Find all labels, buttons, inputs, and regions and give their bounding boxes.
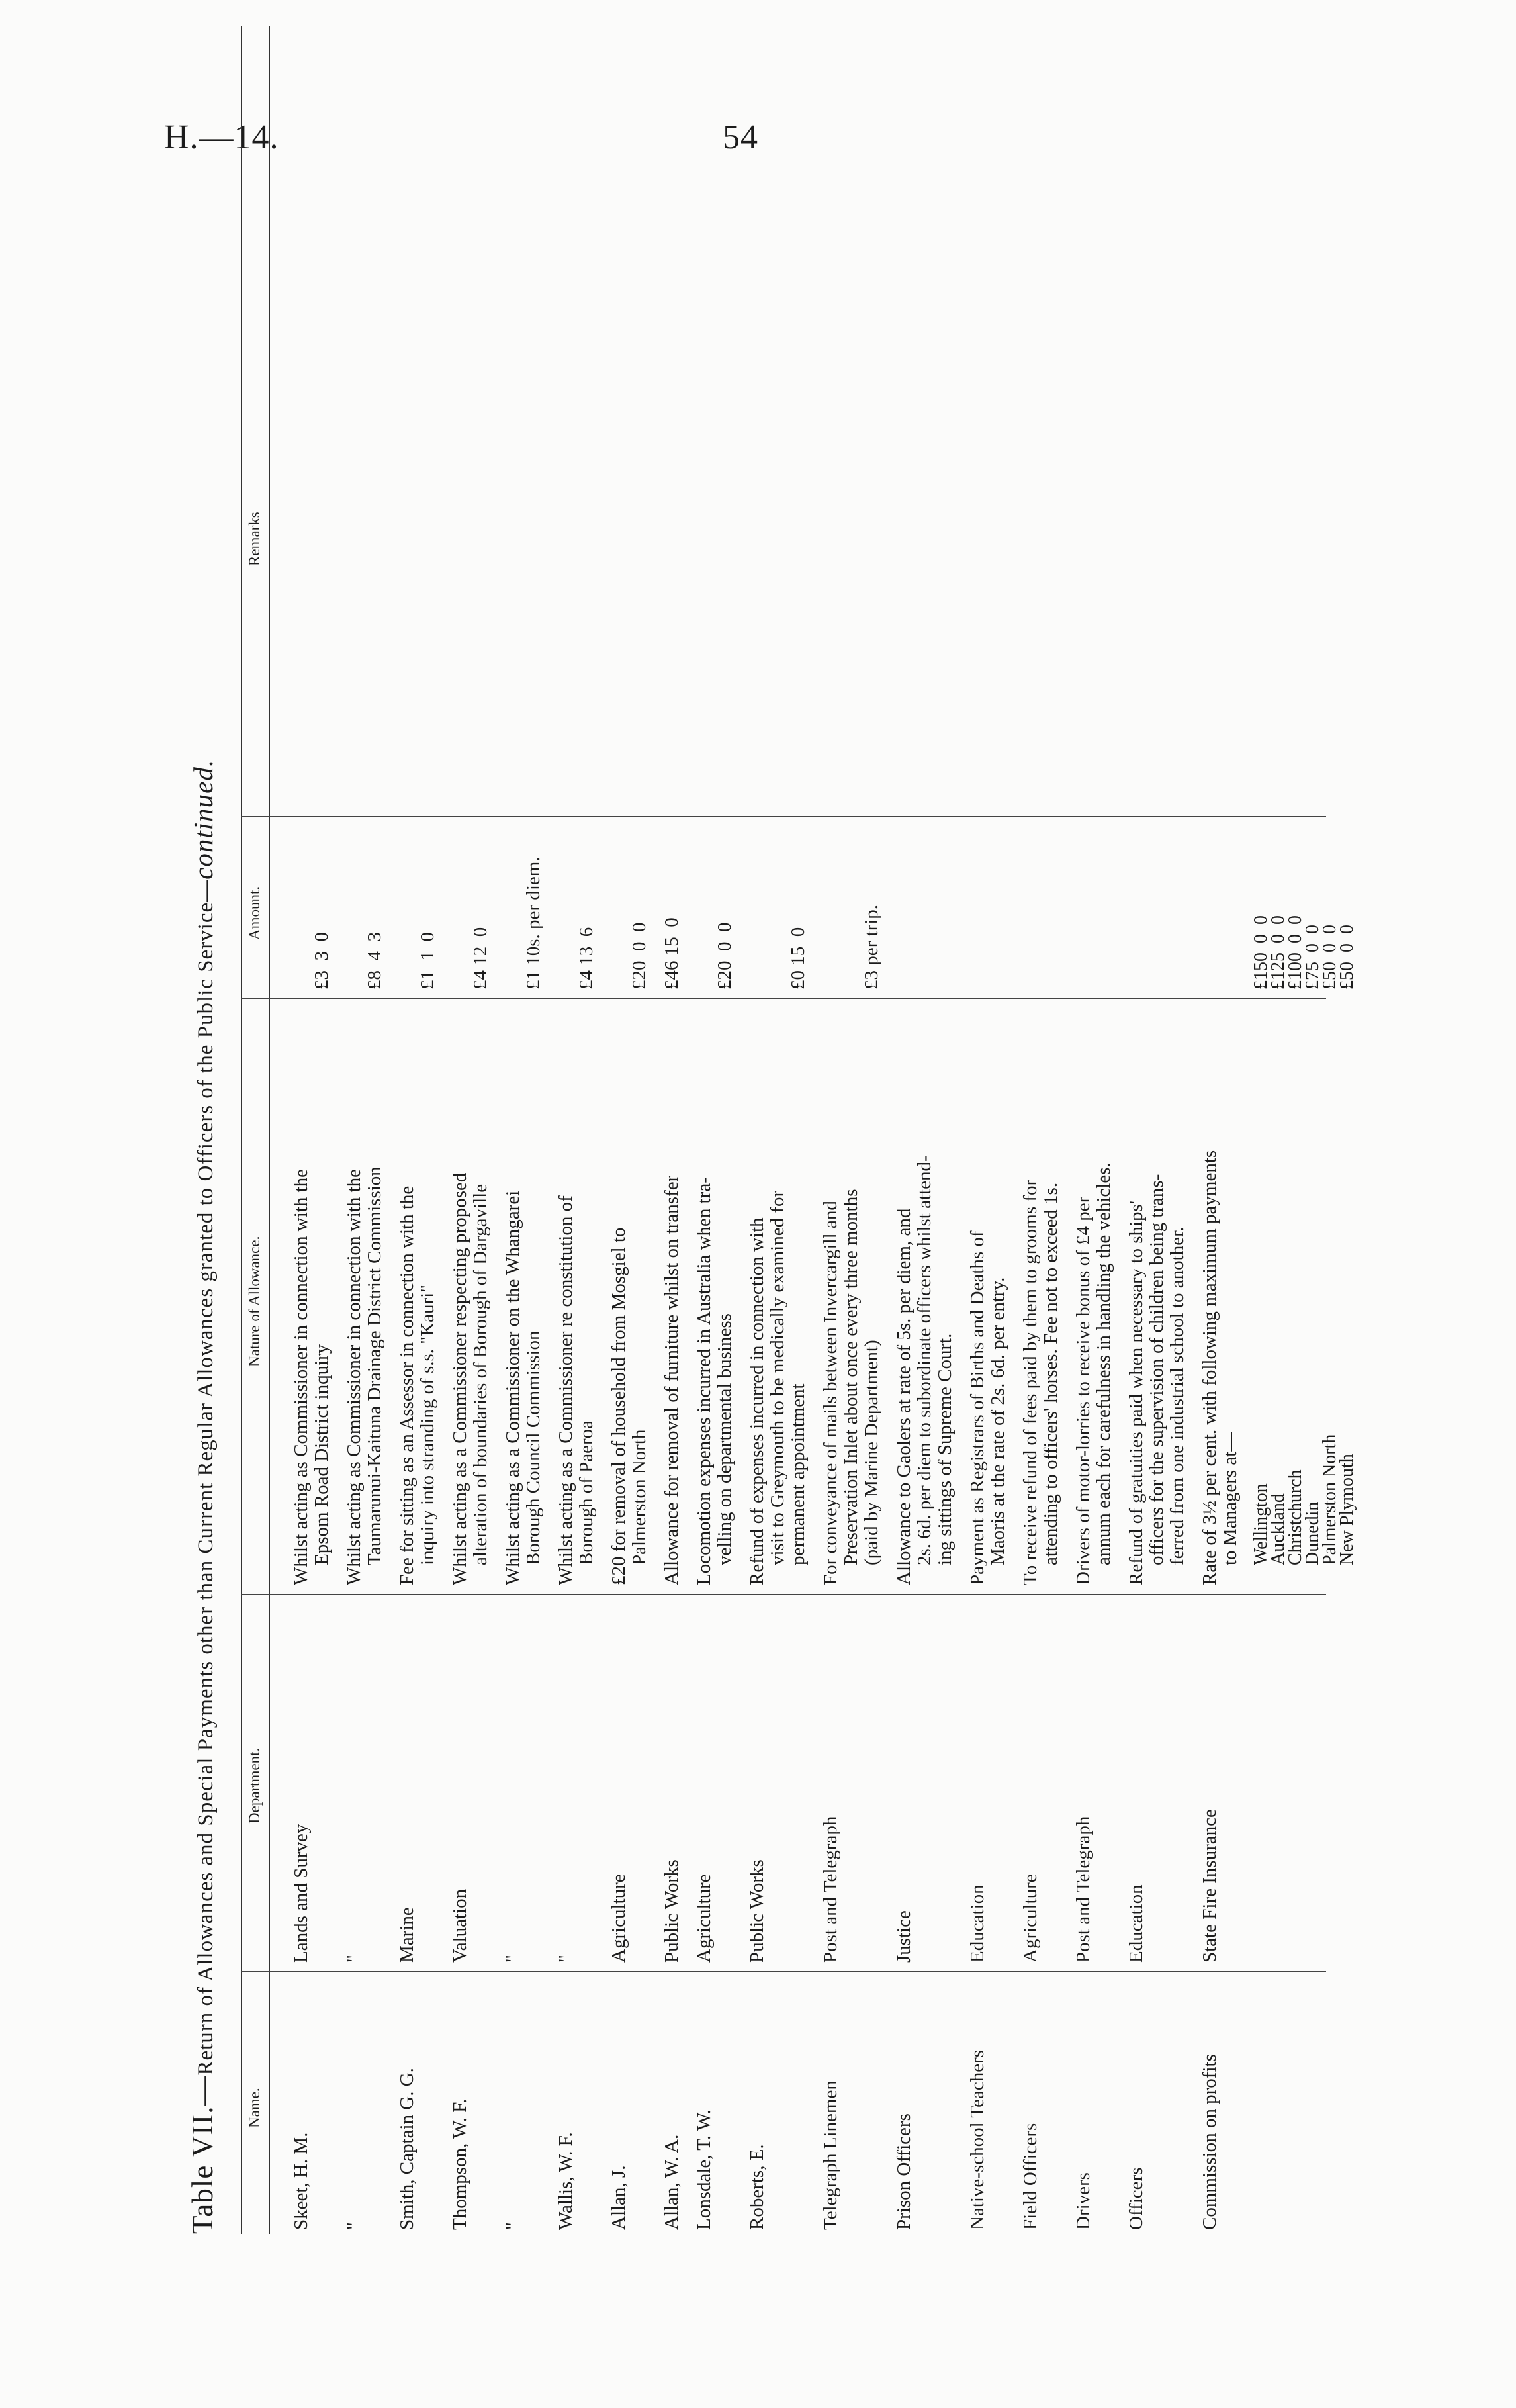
row-nature bbox=[344, 1009, 385, 1585]
row-amount: £46 15 0 bbox=[661, 917, 682, 990]
row-amount: £1 1 0 bbox=[417, 932, 438, 990]
column-headers bbox=[241, 26, 270, 2234]
row-name: Lonsdale, T. W. bbox=[693, 2109, 715, 2230]
row-name: Smith, Captain G. G. bbox=[396, 2068, 418, 2230]
page-header-left: H.—14. bbox=[164, 118, 279, 156]
row-nature-line: Payment as Registrars of Births and Deaths of bbox=[967, 1230, 988, 1585]
rotated-table bbox=[185, 26, 1357, 2234]
manager-place: Wellington bbox=[1251, 1483, 1271, 1565]
row-department: Marine bbox=[396, 1907, 418, 1963]
row-amount: £0 15 0 bbox=[787, 927, 809, 990]
row-nature-line: annum each for carefulness in handling the vehicles. bbox=[1093, 1162, 1114, 1565]
row-name: " bbox=[502, 2222, 523, 2230]
table-row bbox=[1073, 26, 1126, 2234]
row-nature-line: Allowance to Gaolers at rate of 5s. per diem, and bbox=[893, 1208, 914, 1585]
row-nature-line: Taumarunui-Kaituna Drainage District Commission bbox=[364, 1166, 385, 1565]
row-name: " bbox=[343, 2222, 365, 2230]
table-row bbox=[747, 26, 821, 2234]
col-header-remarks: Remarks bbox=[246, 512, 263, 566]
row-nature-line: Whilst acting as a Commissioner re constitution of bbox=[555, 1195, 576, 1585]
row-name: Telegraph Linemen bbox=[820, 2080, 841, 2230]
row-nature bbox=[450, 1009, 491, 1585]
row-nature bbox=[662, 1009, 682, 1585]
row-department: Agriculture bbox=[608, 1874, 629, 1963]
row-nature bbox=[1073, 1009, 1114, 1585]
manager-row bbox=[1321, 26, 1339, 2234]
row-nature-line: inquiry into stranding of s.s. "Kauri" bbox=[417, 1285, 438, 1565]
row-nature-line: Borough Council Commission bbox=[523, 1330, 544, 1565]
row-name: Commission on profits bbox=[1199, 2054, 1220, 2230]
row-department: Lands and Survey bbox=[290, 1824, 312, 1963]
row-department: Public Works bbox=[661, 1859, 682, 1963]
row-nature-line: Whilst acting as a Commissioner respecting proposed bbox=[449, 1172, 470, 1585]
table-row bbox=[291, 26, 344, 2234]
row-amount: £4 12 0 bbox=[470, 927, 491, 990]
table-row bbox=[450, 26, 503, 2234]
row-nature-line: Allowance for removal of furniture whilst on transfer bbox=[661, 1175, 682, 1585]
manager-row bbox=[1287, 26, 1304, 2234]
table-title-suffix: continued. bbox=[188, 759, 218, 880]
table-row bbox=[662, 26, 694, 2234]
table-title bbox=[185, 26, 232, 2234]
row-name: Drivers bbox=[1073, 2172, 1094, 2230]
row-department: Education bbox=[1126, 1884, 1147, 1963]
table-row bbox=[609, 26, 662, 2234]
manager-amount: £75 0 0 bbox=[1302, 925, 1323, 990]
col-header-name: Name. bbox=[246, 2088, 263, 2128]
row-nature bbox=[1020, 1009, 1061, 1585]
row-amount: £3 3 0 bbox=[311, 932, 332, 990]
col-header-nature: Nature of Allowance. bbox=[246, 1236, 263, 1367]
manager-row bbox=[1304, 26, 1321, 2234]
row-amount: £20 0 0 bbox=[714, 922, 735, 990]
row-nature-line: Whilst acting as a Commissioner on the Whangarei bbox=[502, 1190, 523, 1585]
row-name: Roberts, E. bbox=[746, 2144, 768, 2230]
row-nature-line: Refund of expenses incurred in connection with bbox=[746, 1217, 768, 1585]
row-nature-line: Epsom Road District inquiry bbox=[311, 1344, 332, 1565]
table-row bbox=[821, 26, 894, 2234]
row-amount: £20 0 0 bbox=[629, 922, 650, 990]
manager-place: Auckland bbox=[1268, 1493, 1288, 1565]
row-name: Skeet, H. M. bbox=[290, 2132, 312, 2230]
row-nature bbox=[609, 1009, 650, 1585]
row-nature-line: (paid by Marine Department) bbox=[861, 1340, 882, 1565]
row-department: Justice bbox=[893, 1910, 914, 1963]
row-nature-line: to Managers at— bbox=[1220, 1432, 1241, 1565]
row-department: " bbox=[555, 1955, 576, 1963]
manager-place: Palmerston North bbox=[1319, 1434, 1340, 1565]
table-row bbox=[694, 26, 747, 2234]
row-name: Prison Officers bbox=[893, 2113, 914, 2230]
row-nature bbox=[291, 1009, 332, 1585]
row-nature-line: alteration of boundaries of Borough of Dargaville bbox=[470, 1183, 491, 1565]
row-name: Thompson, W. F. bbox=[449, 2098, 470, 2230]
row-nature-line: Whilst acting as Commissioner in connection with the bbox=[343, 1168, 365, 1585]
row-nature-line: ing sittings of Supreme Court. bbox=[934, 1333, 956, 1565]
row-nature-line: Borough of Paeroa bbox=[576, 1420, 597, 1565]
page-number: 54 bbox=[723, 118, 758, 156]
col-header-department: Department. bbox=[246, 1747, 263, 1824]
row-department: Valuation bbox=[449, 1888, 470, 1963]
table-row bbox=[397, 26, 450, 2234]
row-name: Officers bbox=[1126, 2167, 1147, 2230]
table-title-prefix: Table VII.— bbox=[186, 2075, 219, 2234]
row-nature-line: To receive refund of fees paid by them to grooms for bbox=[1020, 1179, 1041, 1585]
row-amount: £3 per trip. bbox=[861, 904, 882, 990]
row-nature-line: Maoris at the rate of 2s. 6d. per entry. bbox=[987, 1277, 1008, 1565]
row-nature-line: Locomotion expenses incurred in Australia when tra- bbox=[693, 1177, 715, 1585]
manager-amount: £100 0 0 bbox=[1285, 915, 1306, 990]
manager-row bbox=[1270, 26, 1287, 2234]
row-nature bbox=[967, 1009, 1008, 1585]
row-name: Wallis, W. F. bbox=[555, 2132, 576, 2230]
row-nature-line: Refund of gratuities paid when necessary to ships' bbox=[1126, 1200, 1147, 1585]
row-nature bbox=[556, 1009, 597, 1585]
manager-amount: £125 0 0 bbox=[1268, 915, 1288, 990]
row-nature bbox=[747, 1009, 809, 1585]
row-department: Post and Telegraph bbox=[1073, 1816, 1094, 1963]
manager-row bbox=[1253, 26, 1270, 2234]
col-header-amount: Amount. bbox=[246, 886, 263, 940]
row-department: Education bbox=[967, 1884, 988, 1963]
table-body bbox=[291, 26, 1356, 2234]
manager-row bbox=[1339, 26, 1356, 2234]
row-department: " bbox=[343, 1955, 365, 1963]
table-row bbox=[967, 26, 1020, 2234]
table-row bbox=[556, 26, 609, 2234]
table-row bbox=[1200, 26, 1253, 2234]
row-department: Agriculture bbox=[1020, 1874, 1041, 1963]
table-row bbox=[344, 26, 397, 2234]
manager-place: Christchurch bbox=[1285, 1469, 1306, 1565]
manager-amount: £150 0 0 bbox=[1251, 915, 1271, 990]
row-name: Allan, J. bbox=[608, 2165, 629, 2230]
row-nature-line: Rate of 3½ per cent. with following maximum payments bbox=[1199, 1150, 1220, 1585]
row-nature-line: officers for the supervision of children being trans- bbox=[1146, 1174, 1167, 1565]
row-department: Public Works bbox=[746, 1859, 768, 1963]
row-nature-line: attending to officers' horses. Fee not to exceed 1s. bbox=[1040, 1182, 1061, 1565]
manager-place: New Plymouth bbox=[1337, 1454, 1357, 1565]
manager-amount: £50 0 0 bbox=[1337, 925, 1357, 990]
row-nature-line: visit to Greymouth to be medically examined for bbox=[767, 1190, 788, 1565]
row-nature bbox=[503, 1009, 544, 1585]
row-nature bbox=[821, 1009, 882, 1585]
table-row bbox=[503, 26, 556, 2234]
table-row bbox=[894, 26, 967, 2234]
row-nature-line: permanent appointment bbox=[787, 1383, 809, 1565]
manager-amount: £50 0 0 bbox=[1319, 925, 1340, 990]
row-nature-line: Palmerston North bbox=[629, 1429, 650, 1565]
row-nature bbox=[397, 1009, 438, 1585]
row-department: Agriculture bbox=[693, 1874, 715, 1963]
row-nature-line: £20 for removal of household from Mosgiel to bbox=[608, 1227, 629, 1585]
row-name: Allan, W. A. bbox=[661, 2134, 682, 2230]
row-nature bbox=[1126, 1009, 1188, 1585]
row-nature-line: For conveyance of mails between Invercargill and bbox=[820, 1201, 841, 1585]
row-nature bbox=[694, 1009, 735, 1585]
row-name: Native-school Teachers bbox=[967, 2049, 988, 2230]
row-nature-line: Whilst acting as Commissioner in connection with the bbox=[290, 1168, 312, 1585]
table-row bbox=[1126, 26, 1200, 2234]
row-nature bbox=[1200, 1009, 1241, 1585]
row-nature-line: velling on departmental business bbox=[714, 1313, 735, 1565]
row-amount: £1 10s. per diem. bbox=[523, 857, 544, 990]
row-amount: £8 4 3 bbox=[364, 932, 385, 990]
row-department: State Fire Insurance bbox=[1199, 1809, 1220, 1963]
row-department: Post and Telegraph bbox=[820, 1816, 841, 1963]
row-department: " bbox=[502, 1955, 523, 1963]
row-nature-line: ferred from one industrial school to another. bbox=[1167, 1227, 1188, 1565]
row-nature bbox=[894, 1009, 956, 1585]
manager-place: Dunedin bbox=[1302, 1501, 1323, 1565]
row-name: Field Officers bbox=[1020, 2123, 1041, 2230]
row-nature-line: 2s. 6d. per diem to subordinate officers whilst attend- bbox=[914, 1155, 935, 1565]
table-row bbox=[1020, 26, 1073, 2234]
table-title-main: Return of Allowances and Special Payments other than Current Regular Allowances granted to Officers of the Public Service— bbox=[194, 879, 218, 2076]
row-nature-line: Drivers of motor-lorries to receive bonus of £4 per bbox=[1073, 1196, 1094, 1585]
row-amount: £4 13 6 bbox=[576, 927, 597, 990]
row-nature-line: Preservation Inlet about once every three months bbox=[840, 1189, 862, 1565]
row-nature-line: Fee for sitting as an Assessor in connection with the bbox=[396, 1185, 418, 1585]
